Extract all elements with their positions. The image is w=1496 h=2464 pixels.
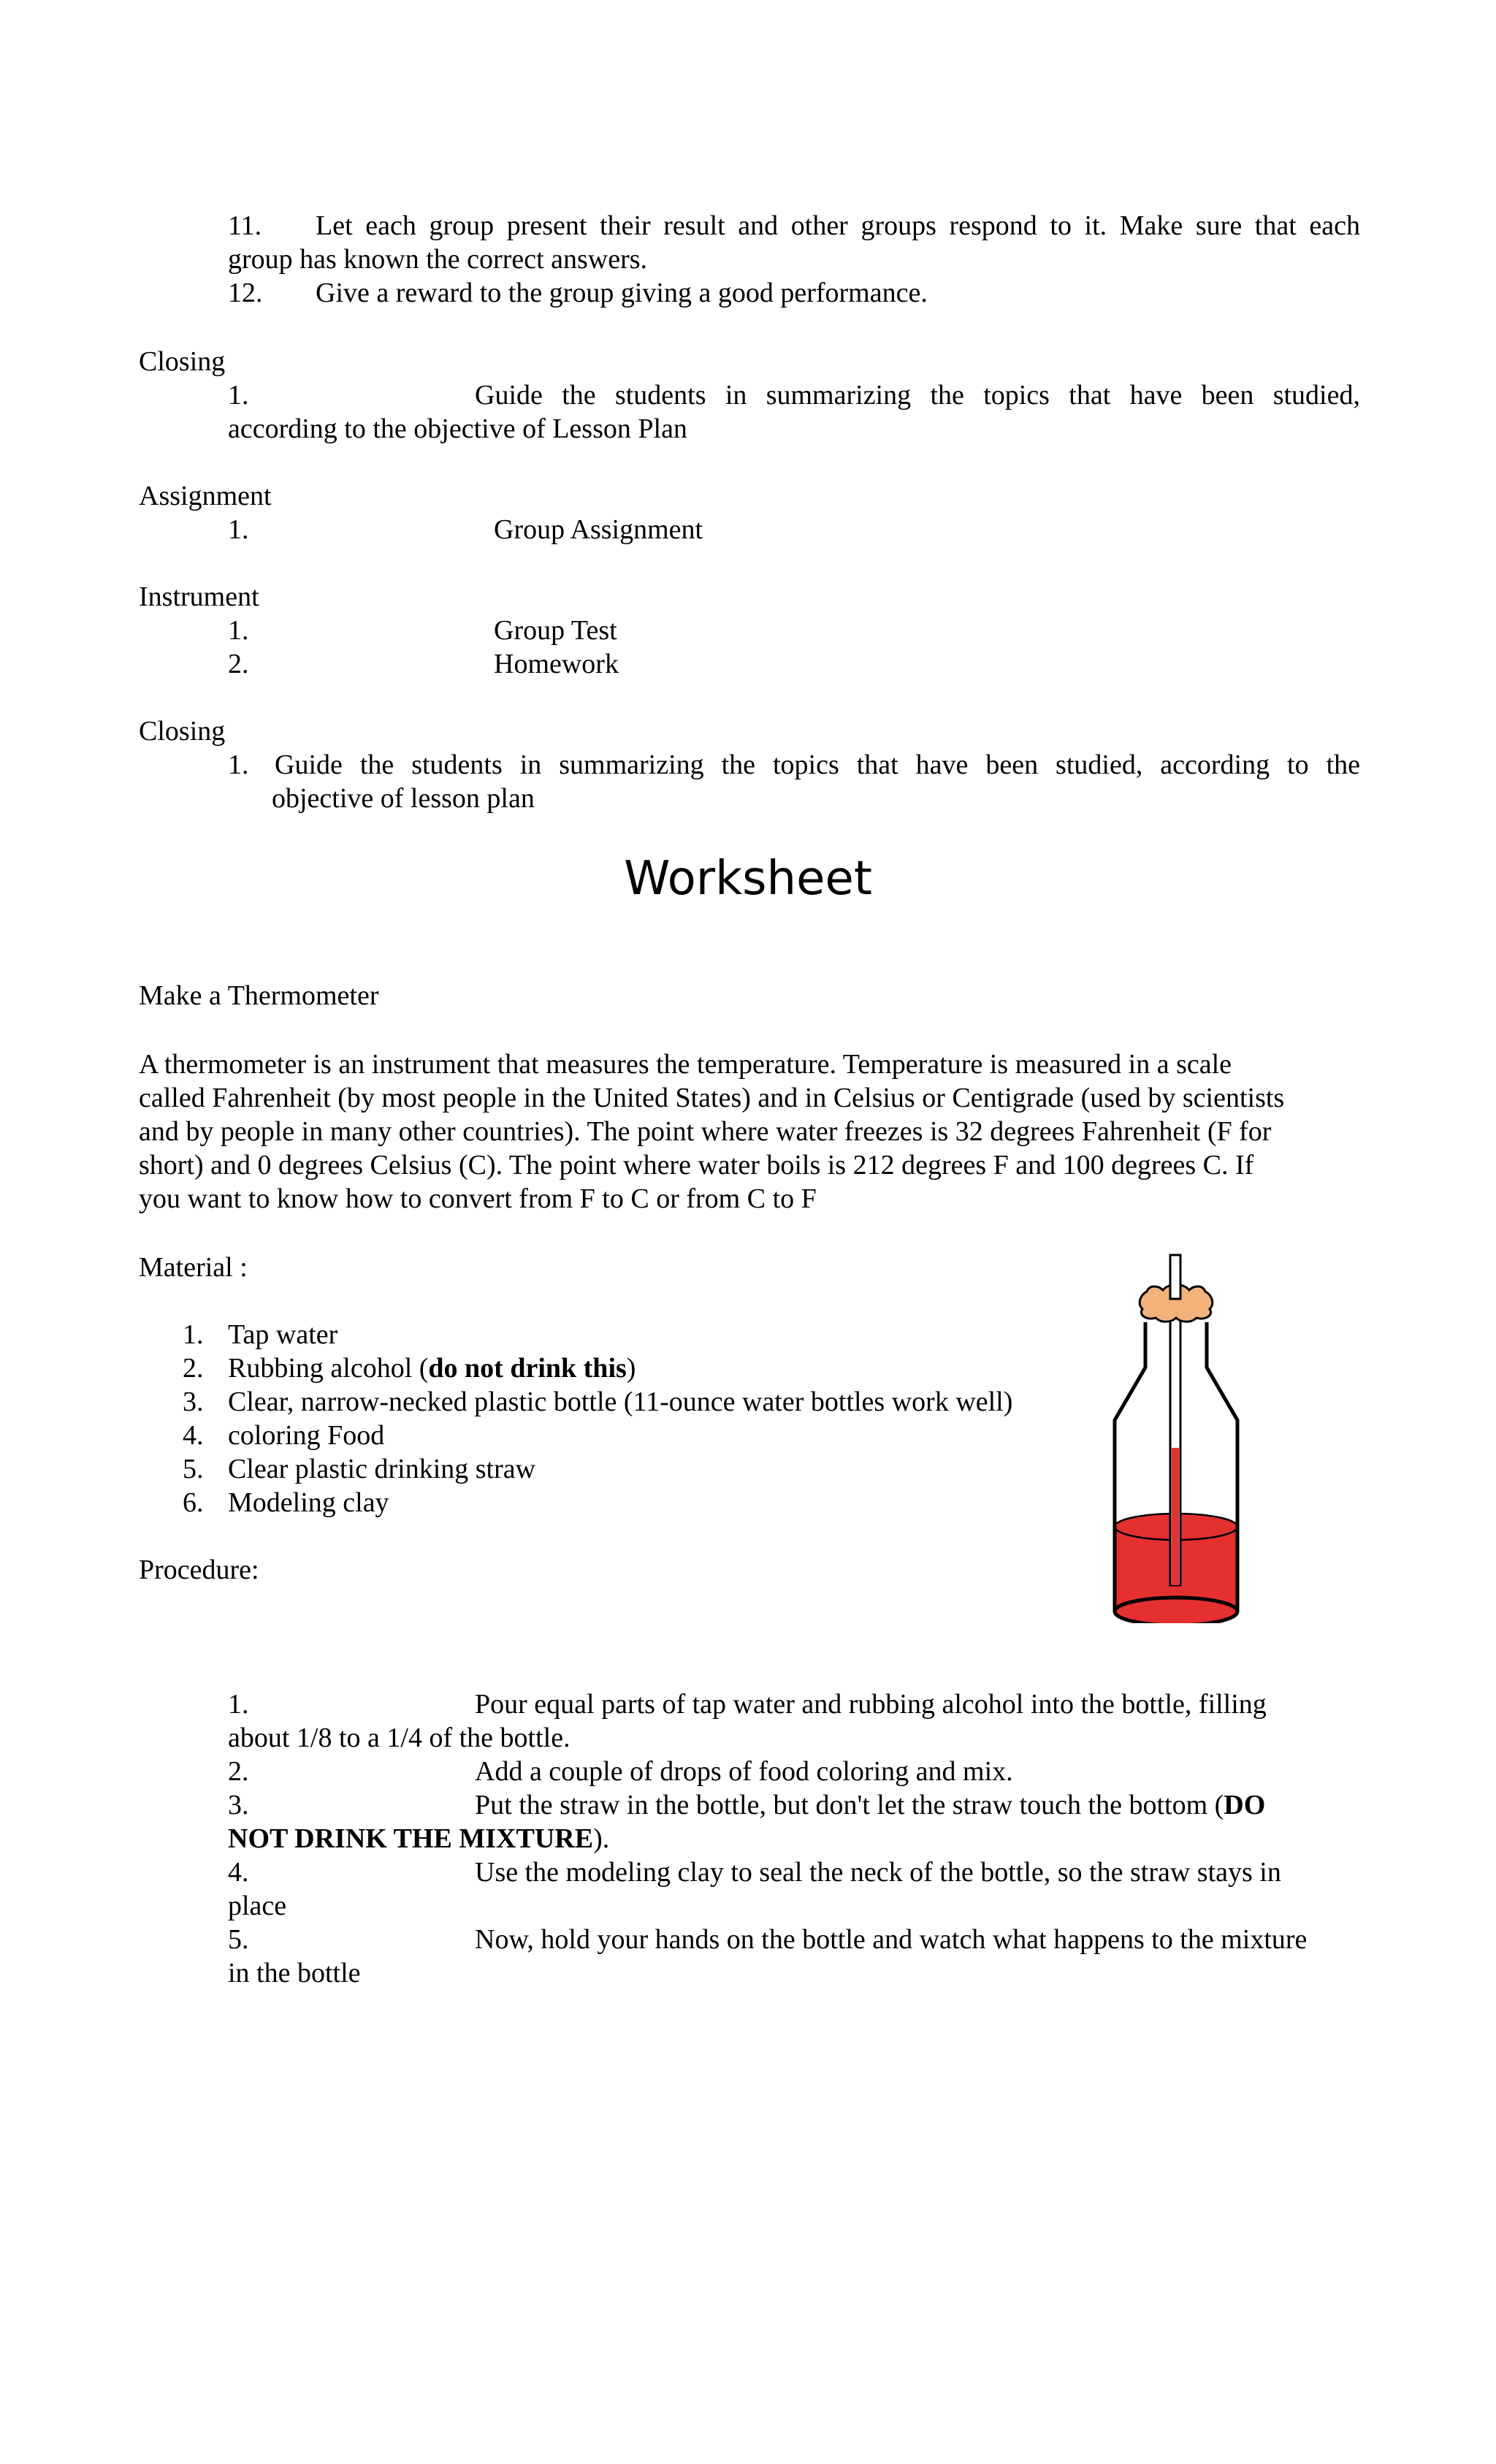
step-text-after: ).: [593, 1823, 610, 1854]
item-warning: do not drink this: [428, 1353, 627, 1384]
step-text: Use the modeling clay to seal the neck of the bottle, so the straw stays in: [475, 1857, 1281, 1888]
list-item: [228, 614, 617, 647]
list-item: [183, 1318, 1012, 1351]
step-number: 2.: [228, 1756, 249, 1787]
step-text-wrapper: [475, 1788, 1360, 1822]
step-number: 3.: [228, 1790, 249, 1820]
section-heading-closing: Closing: [139, 346, 226, 377]
straw-top: [1170, 1255, 1180, 1299]
item-text: coloring Food: [228, 1420, 385, 1451]
step-text: Pour equal parts of tap water and rubbing alcohol into the bottle, filling: [475, 1689, 1267, 1720]
section-heading-closing: Closing: [139, 716, 226, 747]
straw-liquid: [1172, 1448, 1179, 1585]
item-text: Guide the students in summarizing the topics that have been studied,: [475, 380, 1360, 411]
item-number: 6.: [183, 1487, 204, 1518]
list-item: [183, 1452, 1012, 1486]
section-heading-material: Material :: [139, 1252, 248, 1283]
paragraph-line: and by people in many other countries). The point where water freezes is 32 degrees Fahrenheit (F for: [139, 1116, 1272, 1147]
list-item: [228, 378, 1360, 446]
item-text-continued: according to the objective of Lesson Plan: [228, 413, 687, 444]
item-number: 11.: [228, 210, 262, 241]
procedure-step: [228, 1855, 1360, 1923]
paragraph-line: you want to know how to convert from F to C or from C to F: [139, 1183, 817, 1214]
worksheet-title: Worksheet: [624, 852, 872, 906]
list-item: [228, 209, 1360, 310]
step-number: 4.: [228, 1857, 249, 1888]
list-item: [183, 1419, 1012, 1452]
item-text: Modeling clay: [228, 1487, 389, 1518]
item-text: Group Test: [494, 615, 617, 646]
step-warning-continued: NOT DRINK THE MIXTURE: [228, 1823, 594, 1854]
paragraph-line: A thermometer is an instrument that measures the temperature. Temperature is measured in a scale: [139, 1049, 1232, 1080]
item-number: 1.: [228, 615, 249, 646]
paragraph-line: short) and 0 degrees Celsius (C). The point where water boils is 212 degrees F and 100 degrees C. If: [139, 1150, 1254, 1180]
list-item: [228, 513, 703, 546]
section-heading-assignment: Assignment: [139, 481, 272, 511]
section-heading-procedure: Procedure:: [139, 1555, 259, 1585]
step-text: Now, hold your hands on the bottle and watch what happens to the mixture: [475, 1924, 1308, 1955]
item-text: Group Assignment: [494, 514, 703, 545]
step-number: 5.: [228, 1924, 249, 1955]
step-text: Add a couple of drops of food coloring and mix.: [475, 1756, 1013, 1787]
procedure-step: [228, 1755, 1360, 1788]
thermometer-bottle-illustration: [1103, 1251, 1249, 1623]
list-item: [183, 1385, 1012, 1419]
step-warning: DO: [1224, 1790, 1266, 1820]
item-text: Guide the students in summarizing the topics that have been studied, according to the: [275, 750, 1360, 780]
step-number: 1.: [228, 1689, 249, 1720]
bottle-base: [1115, 1598, 1237, 1623]
item-number: 2.: [228, 649, 249, 679]
item-number: 2.: [183, 1353, 204, 1384]
item-text: Clear, narrow-necked plastic bottle (11-ounce water bottles work well): [228, 1387, 1013, 1417]
item-text: Homework: [494, 649, 619, 679]
item-number: 4.: [183, 1420, 204, 1451]
list-item: [183, 1351, 1012, 1385]
paragraph-line: called Fahrenheit (by most people in the United States) and in Celsius or Centigrade (used by scientists: [139, 1083, 1285, 1113]
item-text-continued: group has known the correct answers.: [228, 244, 648, 275]
intro-paragraph: [139, 1048, 1351, 1216]
step-text-continued: about 1/8 to a 1/4 of the bottle.: [228, 1723, 570, 1753]
section-heading-make-thermometer: Make a Thermometer: [139, 980, 379, 1011]
list-item: [228, 748, 1360, 815]
list-item: [183, 1486, 1012, 1519]
section-heading-instrument: Instrument: [139, 581, 259, 612]
procedure-step: [228, 1788, 1360, 1855]
item-text: Rubbing alcohol (: [228, 1353, 429, 1384]
item-text: Give a reward to the group giving a good performance.: [316, 278, 928, 308]
procedure-step: [228, 1923, 1360, 1990]
procedure-step: [228, 1687, 1360, 1755]
list-item: [228, 647, 619, 681]
item-text-continued: objective of lesson plan: [272, 783, 535, 814]
item-text-after: ): [626, 1353, 636, 1384]
material-list: [183, 1318, 1012, 1519]
item-text: Tap water: [228, 1319, 338, 1350]
step-text-continued: place: [228, 1891, 287, 1921]
step-text-continued: [228, 1822, 1360, 1855]
item-text: Let each group present their result and other groups respond to it. Make sure that each: [316, 210, 1360, 241]
step-text: Put the straw in the bottle, but don't let the straw touch the bottom (: [475, 1790, 1224, 1820]
item-number: 1.: [228, 380, 249, 411]
item-number: 5.: [183, 1454, 204, 1484]
item-text: Clear plastic drinking straw: [228, 1454, 536, 1484]
item-number: 1.: [228, 750, 249, 780]
item-number: 12.: [228, 278, 263, 308]
step-text-continued: in the bottle: [228, 1958, 361, 1988]
item-number: 3.: [183, 1387, 204, 1417]
item-number: 1.: [228, 514, 249, 545]
item-number: 1.: [183, 1319, 204, 1350]
